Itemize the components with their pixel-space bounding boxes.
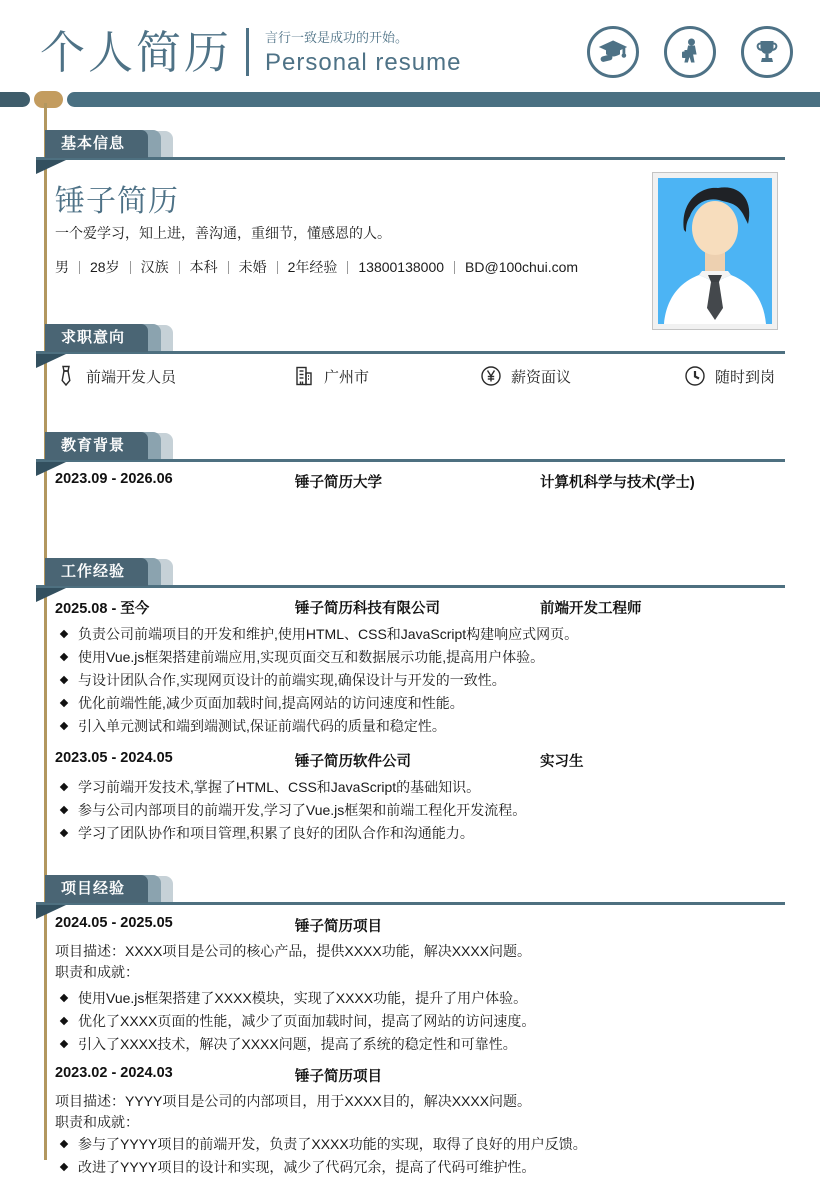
work-company: 锤子简历软件公司 — [295, 754, 411, 770]
section-title-tab: 教育背景 — [45, 432, 148, 460]
section-title-tab: 求职意向 — [45, 324, 148, 352]
intent-city-label: 广州市 — [324, 368, 370, 386]
work-bullet: 负责公司前端项目的开发和维护,使用HTML、CSS和JavaScript构建响应式网页。 — [55, 623, 785, 646]
header-subtitle: Personal resume — [265, 49, 462, 76]
section-rule — [36, 585, 785, 588]
work-bullet: 引入单元测试和端到端测试,保证前端代码的质量和稳定性。 — [55, 715, 785, 738]
work-bullet: 学习了团队协作和项目管理,积累了良好的团队合作和沟通能力。 — [55, 822, 785, 845]
detail-experience: 2年经验 — [267, 259, 338, 275]
topbar-teal-segment — [67, 92, 820, 107]
header-icon-group — [587, 26, 793, 78]
work-entry-header — [36, 597, 785, 617]
intent-city — [293, 364, 369, 388]
section-project-experience — [36, 875, 785, 1175]
project-description: 项目描述：XXXX项目是公司的核心产品，提供XXXX功能，解决XXXX问题。 — [55, 943, 532, 959]
section-rule — [36, 459, 785, 462]
project-period: 2023.02 - 2024.03 — [55, 1065, 173, 1081]
businessman-icon — [664, 26, 716, 78]
project-name: 锤子简历项目 — [295, 1069, 382, 1085]
section-header — [36, 324, 785, 355]
clock-icon — [684, 365, 706, 387]
section-rule — [36, 157, 785, 160]
section-title-tab: 工作经验 — [45, 558, 148, 586]
work-bullet-list — [55, 776, 785, 845]
intent-salary-label: 薪资面议 — [511, 368, 572, 386]
detail-phone: 13800138000 — [337, 259, 444, 275]
intent-position-label: 前端开发人员 — [86, 368, 177, 386]
yen-icon — [480, 365, 502, 387]
project-bullet: 优化了XXXX页面的性能，减少了页面加载时间，提高了网站的访问速度。 — [55, 1010, 785, 1033]
candidate-summary: 一个爱学习，知上进，善沟通，重细节，懂感恩的人。 — [55, 225, 391, 241]
work-bullet: 优化前端性能,减少页面加载时间,提高网站的访问速度和性能。 — [55, 692, 785, 715]
project-bullet: 参与了YYYY项目的前端开发，负责了XXXX功能的实现，取得了良好的用户反馈。 — [55, 1133, 785, 1156]
work-bullet: 参与公司内部项目的前端开发,学习了Vue.js框架和前端工程化开发流程。 — [55, 799, 785, 822]
project-period: 2024.05 - 2025.05 — [55, 915, 173, 931]
detail-email: BD@100chui.com — [444, 259, 578, 275]
topbar-gold-pill — [34, 91, 63, 108]
detail-degree: 本科 — [169, 259, 218, 275]
project-entry-header — [36, 915, 785, 935]
section-title-tab: 基本信息 — [45, 130, 148, 158]
education-school: 锤子简历大学 — [295, 475, 382, 491]
detail-ethnicity: 汉族 — [120, 259, 169, 275]
education-row — [36, 471, 785, 491]
work-bullet: 学习前端开发技术,掌握了HTML、CSS和JavaScript的基础知识。 — [55, 776, 785, 799]
work-bullet: 与设计团队合作,实现网页设计的前端实现,确保设计与开发的一致性。 — [55, 669, 785, 692]
page-header — [40, 16, 820, 88]
tab-fold-triangle — [36, 160, 66, 174]
project-duty-label: 职责和成就： — [55, 964, 139, 980]
detail-age: 28岁 — [69, 259, 120, 275]
education-period: 2023.09 - 2026.06 — [55, 471, 173, 487]
candidate-name: 锤子简历 — [55, 185, 179, 218]
id-photo — [652, 172, 778, 330]
work-role: 实习生 — [540, 754, 584, 770]
section-rule — [36, 351, 785, 354]
project-bullet: 改进了YYYY项目的设计和实现，减少了代码冗余，提高了代码可维护性。 — [55, 1156, 785, 1179]
topbar-dark-segment — [0, 92, 30, 107]
work-entry-header — [36, 750, 785, 770]
section-education — [36, 432, 785, 526]
detail-marital: 未婚 — [218, 259, 267, 275]
work-period: 2023.05 - 2024.05 — [55, 750, 173, 766]
detail-gender: 男 — [55, 259, 69, 275]
section-basic-info — [36, 130, 785, 324]
page-title: 个人简历 — [40, 26, 233, 78]
section-work-experience — [36, 558, 785, 858]
trophy-icon — [741, 26, 793, 78]
education-major: 计算机科学与技术(学士) — [540, 475, 695, 491]
header-subtitle-block — [265, 27, 461, 77]
candidate-details — [55, 257, 578, 277]
work-bullet: 使用Vue.js框架搭建前端应用,实现页面交互和数据展示功能,提高用户体验。 — [55, 646, 785, 669]
building-icon — [293, 365, 315, 387]
work-role: 前端开发工程师 — [540, 601, 642, 617]
intent-availability-label: 随时到岗 — [715, 368, 776, 386]
tie-icon — [55, 365, 77, 387]
work-company: 锤子简历科技有限公司 — [295, 601, 440, 617]
section-title-tab: 项目经验 — [45, 875, 148, 903]
project-bullet-list — [55, 987, 785, 1056]
project-bullet: 使用Vue.js框架搭建了XXXX模块，实现了XXXX功能，提升了用户体验。 — [55, 987, 785, 1010]
project-name: 锤子简历项目 — [295, 919, 382, 935]
intent-availability — [684, 364, 775, 388]
section-header — [36, 875, 785, 906]
header-slogan: 言行一致是成功的开始。 — [265, 30, 409, 45]
project-bullet-list — [55, 1133, 785, 1179]
project-bullet: 引入了XXXX技术，解决了XXXX问题，提高了系统的稳定性和可靠性。 — [55, 1033, 785, 1056]
intent-salary — [480, 364, 571, 388]
section-header — [36, 558, 785, 589]
project-duty-label: 职责和成就： — [55, 1114, 139, 1130]
work-period: 2025.08 - 至今 — [55, 601, 150, 617]
intent-position — [55, 364, 176, 388]
project-description: 项目描述：YYYY项目是公司的内部项目，用于XXXX目的，解决XXXX问题。 — [55, 1093, 532, 1109]
work-bullet-list — [55, 623, 785, 738]
section-job-intent — [36, 324, 785, 400]
section-rule — [36, 902, 785, 905]
section-header — [36, 130, 785, 161]
project-entry-header — [36, 1065, 785, 1085]
section-header — [36, 432, 785, 463]
header-divider — [246, 28, 249, 76]
graduation-cap-icon — [587, 26, 639, 78]
